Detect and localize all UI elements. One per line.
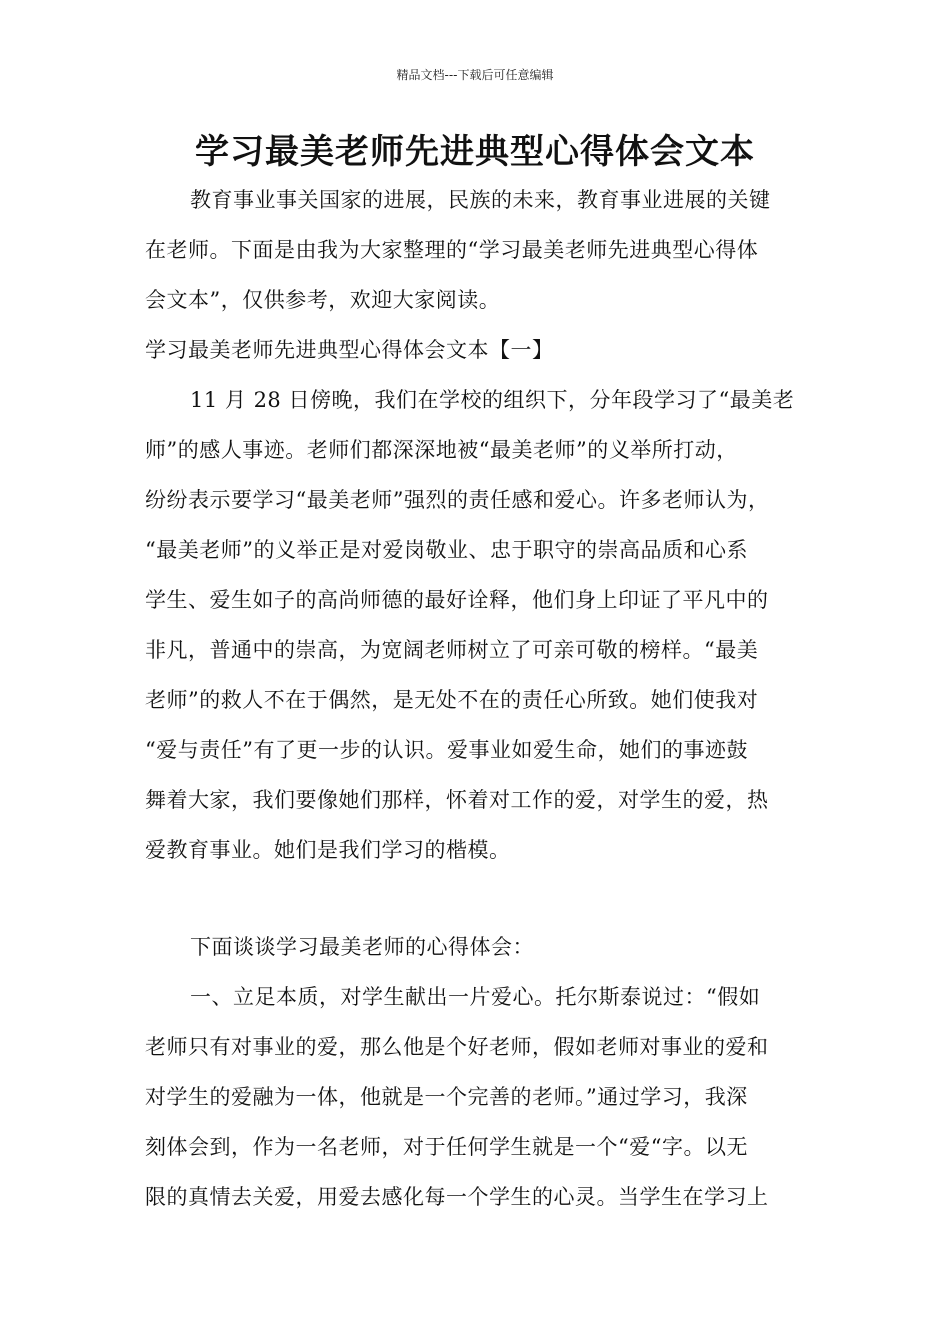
body-line: 学生、爱生如子的高尚师德的最好诠释，他们身上印证了平凡中的	[145, 588, 769, 612]
body-line: 纷纷表示要学习“最美老师”强烈的责任感和爱心。许多老师认为，	[145, 488, 770, 512]
body-line: 老师只有对事业的爱，那么他是个好老师，假如老师对事业的爱和	[145, 1035, 769, 1059]
body-line: 会文本”，仅供参考，欢迎大家阅读。	[145, 288, 501, 312]
body-line: 下面谈谈学习最美老师的心得体会：	[190, 935, 534, 959]
body-line: 非凡，普通中的崇高，为宽阔老师树立了可亲可敬的榜样。“最美	[145, 638, 759, 662]
body-line: 爱教育事业。她们是我们学习的楷模。	[145, 838, 511, 862]
body-line: 师”的感人事迹。老师们都深深地被“最美老师”的义举所打动，	[145, 438, 738, 462]
body-line: 限的真情去关爱，用爱去感化每一个学生的心灵。当学生在学习上	[145, 1185, 769, 1209]
body-line: 舞着大家，我们要像她们那样，怀着对工作的爱，对学生的爱，热	[145, 788, 769, 812]
section-heading: 学习最美老师先进典型心得体会文本【一】	[145, 338, 554, 362]
body-line: 一、立足本质，对学生献出一片爱心。托尔斯泰说过：“假如	[190, 985, 761, 1009]
body-line: “爱与责任”有了更一步的认识。爱事业如爱生命，她们的事迹鼓	[145, 738, 748, 762]
body-line: 11 月 28 日傍晚，我们在学校的组织下，分年段学习了“最美老	[190, 388, 795, 412]
body-line: 在老师。下面是由我为大家整理的“学习最美老师先进典型心得体	[145, 238, 759, 262]
document-title: 学习最美老师先进典型心得体会文本	[195, 132, 755, 172]
body-line: 刻体会到，作为一名老师，对于任何学生就是一个“爱“字。以无	[145, 1135, 748, 1159]
body-line: “最美老师”的义举正是对爱岗敬业、忠于职守的崇高品质和心系	[145, 538, 748, 562]
body-line: 教育事业事关国家的进展，民族的未来，教育事业进展的关键	[190, 188, 771, 212]
header-note: 精品文档---下载后可任意编辑	[396, 68, 554, 82]
body-line: 对学生的爱融为一体，他就是一个完善的老师。”通过学习，我深	[145, 1085, 748, 1109]
body-line: 老师”的救人不在于偶然，是无处不在的责任心所致。她们使我对	[145, 688, 759, 712]
